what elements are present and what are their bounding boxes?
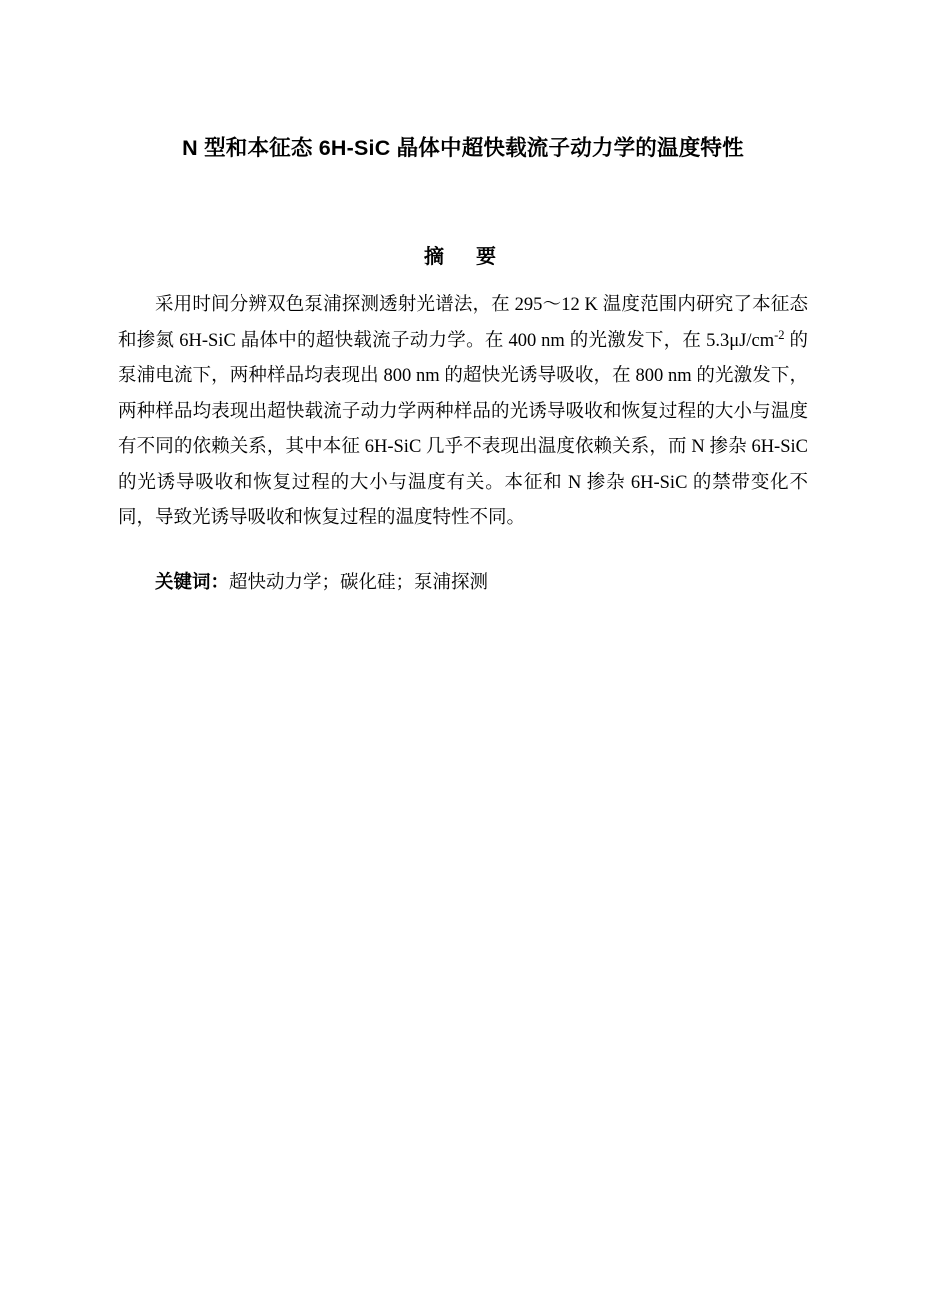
abstract-text-part-1: 采用时间分辨双色泵浦探测透射光谱法，在 295～12 K 温度范围内研究了本征态和掺氮 6H-SiC 晶体中的超快载流子动力学。在 400 nm 的光激发下，在 $5.3\mu J/cm^{-2}$ 的泵浦电流下，两种样品均表现出 800 nm 的超快光诱导吸收，在 800 nm 的光激发下，两种样品均表现出超快载流子动力学两种样品的光诱导吸收和恢复过程的大小与温度有不同的依赖关系，其中本征 6H-SiC 几乎不表现出温度依赖关系，而 N 掺杂 6H-SiC 的光诱导吸收和恢复过程的大小与温度有关。本征和 N 掺杂 6H-SiC 的禁带变化不同，导致光诱导吸收和恢复过程的温度特性不同。 [118, 295, 808, 528]
page-title: N 型和本征态 6H-SiC 晶体中超快载流子动力学的温度特性 [182, 136, 744, 160]
keywords-value: 超快动力学；碳化硅；泵浦探测 [229, 573, 489, 593]
abstract-paragraph [118, 288, 808, 537]
keywords-label: 关键词： [155, 571, 230, 592]
abstract-heading: 摘 要 [424, 246, 502, 268]
keywords-line [118, 565, 808, 600]
